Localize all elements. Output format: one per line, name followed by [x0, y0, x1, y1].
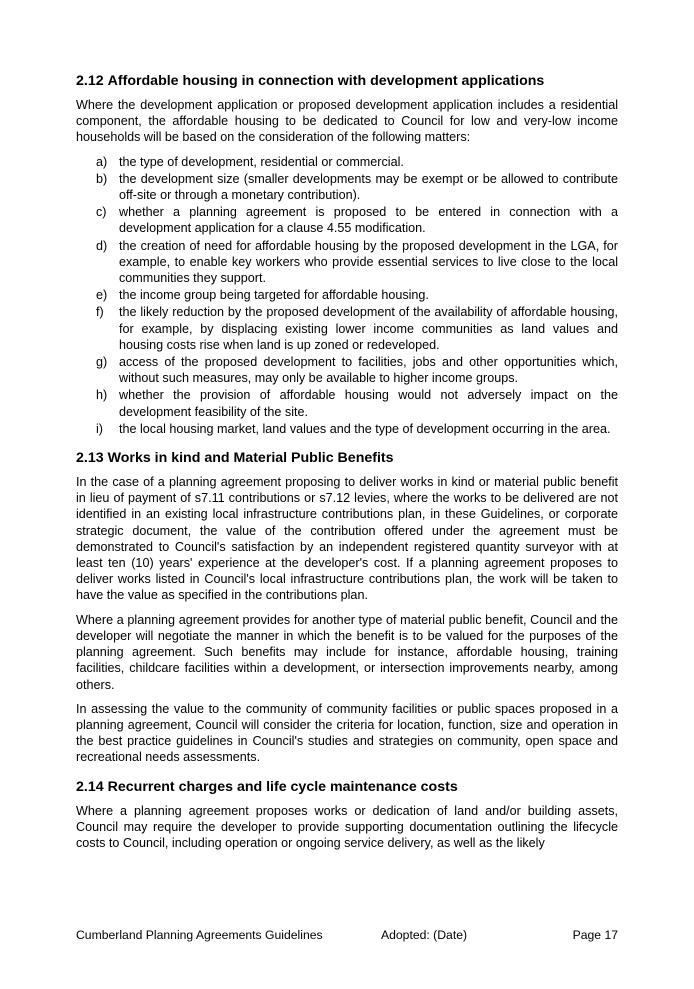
list-item — [76, 304, 618, 353]
list-marker: e) — [96, 288, 108, 303]
section-number: 2.12 — [76, 73, 104, 89]
list-item — [76, 204, 618, 236]
list-marker: b) — [96, 171, 108, 186]
list-item — [76, 287, 618, 303]
footer-document-title: Cumberland Planning Agreements Guidelines — [76, 928, 323, 942]
list-item — [76, 387, 618, 419]
list-marker: a) — [96, 154, 108, 169]
list-item — [76, 354, 618, 386]
list-item-text: access of the proposed development to facilities, jobs and other opportunities which, without such measures, may only be available to higher income groups. — [119, 355, 618, 386]
list-marker: i) — [96, 421, 103, 436]
list-item — [76, 154, 618, 170]
list-marker: c) — [96, 205, 107, 220]
list-marker: f) — [96, 305, 104, 320]
list-item-text: the type of development, residential or commercial. — [119, 154, 404, 169]
section-2-12-intro: Where the development application or proposed development application includes a residential component, the affordable housing to be dedicated to Council for low and very-low income households will be based on the consideration of the following matters: — [76, 98, 618, 145]
list-marker: g) — [96, 355, 108, 370]
section-2-13-paragraph: Where a planning agreement provides for another type of material public benefit, Council and the developer will negotiate the manner in which the benefit is to be valued for the purposes of the planning agreement. Such benefits may include for instance, affordable housing, training facilities, childcare facilities within a development, or intersection improvements nearby, among others. — [76, 612, 618, 692]
list-marker: h) — [96, 388, 108, 403]
section-number: 2.14 — [76, 778, 104, 795]
list-item — [76, 238, 618, 287]
list-item-text: the income group being targeted for affordable housing. — [119, 288, 429, 303]
section-title: Affordable housing in connection with development applications — [107, 73, 545, 89]
section-heading-2-14 — [76, 778, 618, 796]
list-item-text: the likely reduction by the proposed development of the availability of affordable housing, for example, by displacing existing lower income communities as land values and housing costs rise when land is up zoned or redeveloped. — [119, 305, 618, 352]
section-title: Works in kind and Material Public Benefits — [107, 450, 394, 467]
list-item-text: whether a planning agreement is proposed to be entered in connection with a development application for a clause 4.55 modification. — [119, 205, 618, 236]
footer-adopted-date: Adopted: (Date) — [381, 928, 468, 942]
section-number: 2.13 — [76, 450, 104, 467]
section-heading-2-12 — [76, 72, 618, 90]
list-item-text: the development size (smaller developments may be exempt or be allowed to contribute off-site or through a monetary contribution). — [119, 171, 618, 203]
list-item-text: whether the provision of affordable housing would not adversely impact on the development feasibility of the site. — [119, 388, 618, 419]
considerations-list — [76, 154, 618, 437]
section-2-13-paragraph: In the case of a planning agreement proposing to deliver works in kind or material public benefit in lieu of payment of s7.11 contributions or s7.12 levies, where the works to be delivered are not identified in an existing local infrastructure contributions plan, in these Guidelines, or corporate strategic document, the value of the contribution offered under the agreement must be demonstrated to Council's satisfaction by an independent registered quantity surveyor with at least ten (10) years' experience at the developer's cost. If a planning agreement proposes to deliver works listed in Council's local infrastructure contributions plan, the work will be taken to have the value as specified in the contributions plan. — [76, 475, 618, 603]
document-page — [76, 72, 618, 859]
section-heading-2-13 — [76, 449, 618, 467]
section-title: Recurrent charges and life cycle maintenance costs — [107, 778, 458, 795]
page-footer — [76, 927, 618, 943]
list-item-text: the local housing market, land values and the type of development occurring in the area. — [119, 421, 611, 436]
footer-page-number: Page 17 — [572, 928, 618, 942]
list-item — [76, 171, 618, 203]
section-2-14-paragraph: Where a planning agreement proposes works or dedication of land and/or building assets, Council may require the developer to provide supporting documentation outlining the lifecycle costs to Council, including operation or ongoing service delivery, as well as the likely — [76, 803, 618, 850]
list-item-text: the creation of need for affordable housing by the proposed development in the LGA, for example, to enable key workers who provide essential services to live close to the local communities they support. — [119, 238, 618, 286]
list-item — [76, 421, 618, 437]
section-2-13-paragraph: In assessing the value to the community of community facilities or public spaces proposed in a planning agreement, Council will consider the criteria for location, function, size and operation in the best practice guidelines in Council's studies and strategies on community, open space and recreational needs assessments. — [76, 701, 618, 765]
list-marker: d) — [96, 238, 108, 253]
